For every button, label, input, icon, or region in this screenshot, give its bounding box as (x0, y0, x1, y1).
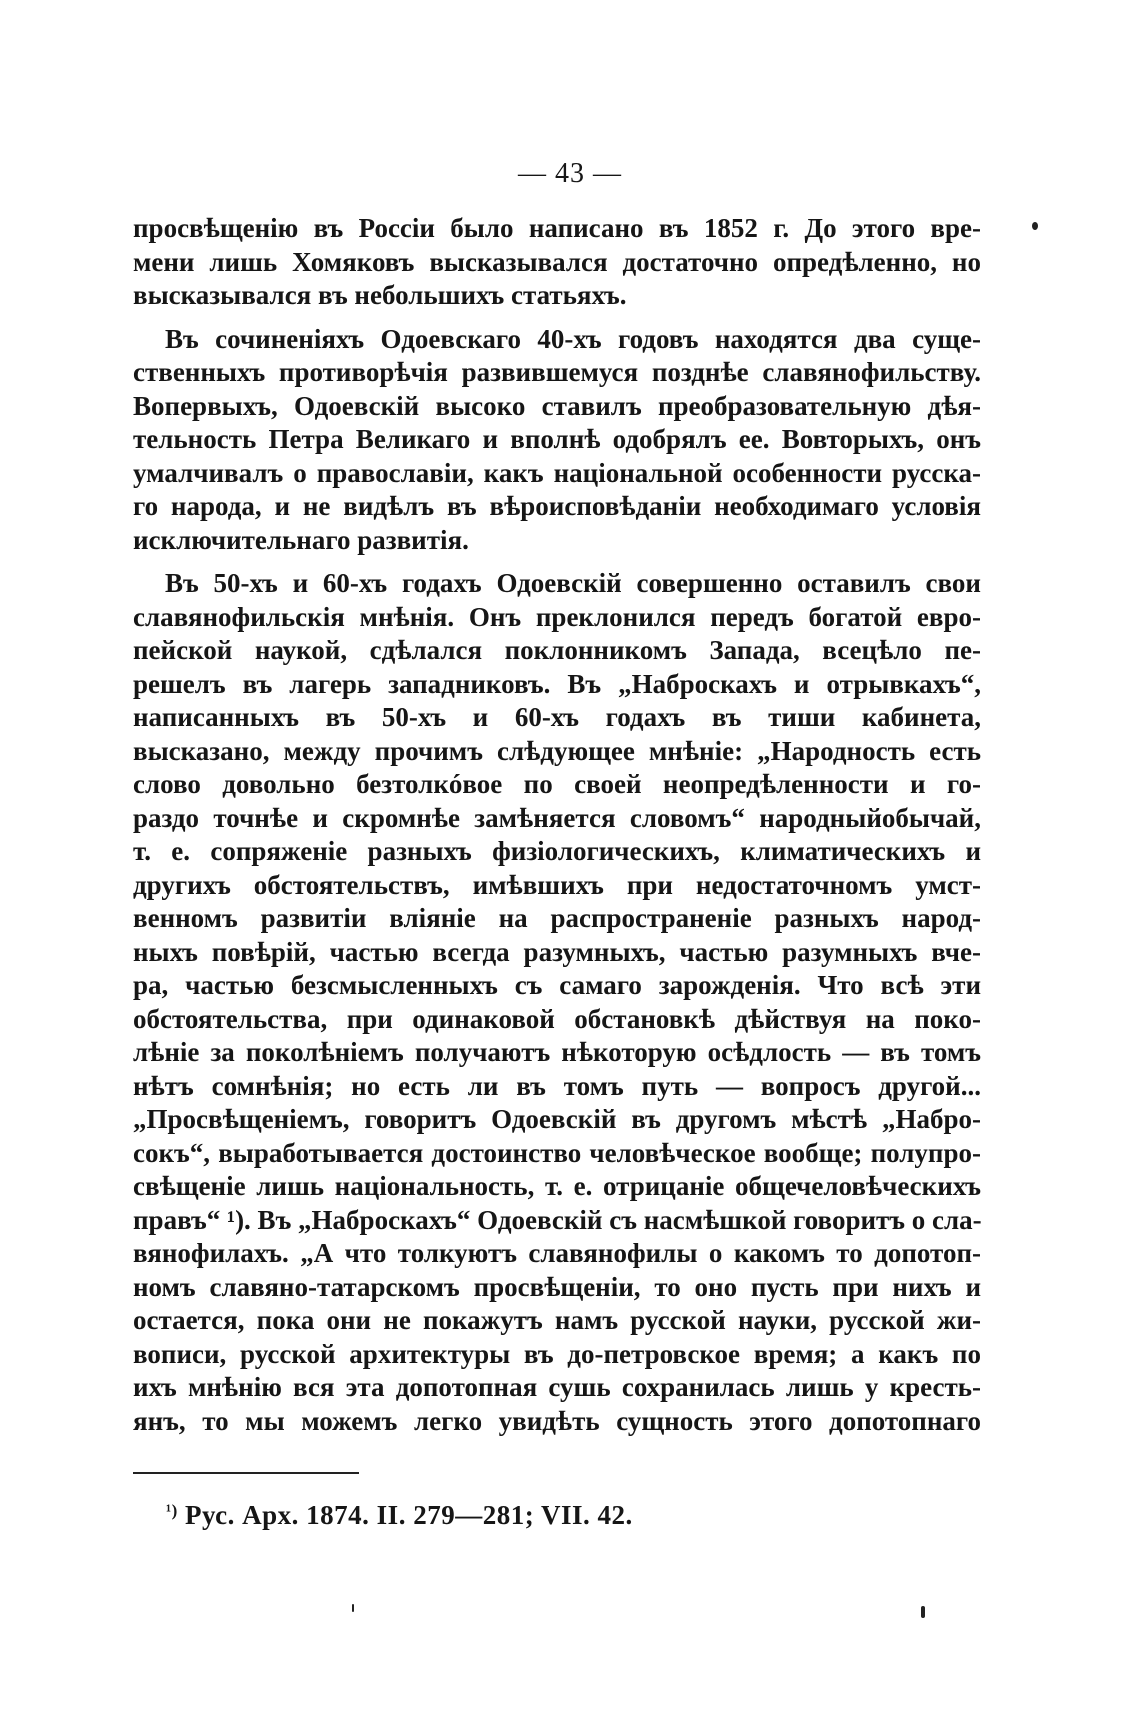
text-line: обстоятельства, при одинаковой обстановкѣ дѣйствуя на поко- (133, 1003, 981, 1034)
text-line: просвѣщенію въ Россіи было написано въ 1852 г. До этого вре- (133, 213, 981, 243)
text-line: свѣщеніе лишь національность, т. е. отрицаніе общечеловѣческихъ (133, 1171, 981, 1201)
footnote (166, 1500, 633, 1531)
page-number: — 43 — (518, 158, 622, 189)
footnote-marker: ¹) (166, 1501, 178, 1520)
text-line: пейской наукой, сдѣлался поклонникомъ Запада, всецѣло пе- (133, 635, 981, 665)
paragraph (133, 212, 981, 313)
text-line: сокъ“, выработывается достоинство человѣческое вообще; полупро- (133, 1137, 981, 1168)
text-line: го народа, и не видѣлъ въ вѣроисповѣданіи необходимаго условія (133, 491, 981, 521)
text-line: тельность Петра Великаго и вполнѣ одобрялъ ее. Вовторыхъ, онъ (133, 424, 981, 454)
text-line: другихъ обстоятельствъ, имѣвшихъ при недостаточномъ умст- (133, 869, 981, 900)
print-speck (1032, 222, 1038, 230)
text-line: решелъ въ лагерь западниковъ. Въ „Наброскахъ и отрывкахъ“, (133, 668, 981, 699)
paragraph (133, 323, 981, 558)
text-line: исключительнаго развитія. (133, 524, 469, 555)
text-line: янъ, то мы можемъ легко увидѣть сущность этого допотопнаго (133, 1405, 981, 1436)
text-line: Въ сочиненіяхъ Одоевскаго 40-хъ годовъ находятся два суще- (165, 323, 981, 354)
text-line: ра, частью безсмысленныхъ съ самаго зарожденія. Что всѣ эти (133, 970, 981, 1000)
print-speck (352, 1604, 354, 1612)
text-line: номъ славяно-татарскомъ просвѣщеніи, то оно пусть при нихъ и (133, 1271, 981, 1302)
text-line: вянофилахъ. „А что толкуютъ славянофилы о какомъ то допотоп- (133, 1238, 981, 1268)
text-line: славянофильскія мнѣнія. Онъ преклонился передъ богатой евро- (133, 601, 981, 632)
paragraph (133, 567, 981, 1438)
text-line: ныхъ повѣрій, частью всегда разумныхъ, частью разумныхъ вче- (133, 936, 981, 967)
text-line: мени лишь Хомяковъ высказывался достаточно опредѣленно, но (133, 246, 981, 277)
text-line: т. е. сопряженіе разныхъ физіологическихъ, климатическихъ и (133, 836, 981, 866)
text-line: написанныхъ въ 50-хъ и 60-хъ годахъ въ тиши кабинета, (133, 702, 981, 732)
text-line: венномъ развитіи вліяніе на распространеніе разныхъ народ- (133, 903, 981, 933)
text-line: нѣтъ сомнѣнія; но есть ли въ томъ путь — вопросъ другой... (133, 1070, 981, 1101)
print-speck (921, 1606, 925, 1618)
text-line: Вопервыхъ, Одоевскій высоко ставилъ преобразовательную дѣя- (133, 390, 981, 421)
footnote-rule (133, 1472, 359, 1474)
text-line: вописи, русской архитектуры въ до-петровское время; а какъ по (133, 1338, 981, 1369)
text-line: Въ 50-хъ и 60-хъ годахъ Одоевскій совершенно оставилъ свои (165, 568, 981, 598)
text-line: высказывался въ небольшихъ статьяхъ. (133, 280, 627, 310)
footnote-text: Рус. Арх. 1874. II. 279—281; VII. 42. (185, 1500, 633, 1530)
text-line: раздо точнѣе и скромнѣе замѣняется словомъ“ народныйобычай, (133, 802, 981, 833)
text-line: правъ“ ¹). Въ „Наброскахъ“ Одоевскій съ насмѣшкой говоритъ о сла- (133, 1204, 982, 1235)
text-line: лѣніе за поколѣніемъ получаютъ нѣкоторую осѣдлость — въ томъ (133, 1037, 981, 1067)
text-line: умалчивалъ о православіи, какъ національной особенности русска- (133, 457, 981, 488)
text-line: слово довольно безтолкóвое по своей неопредѣленности и го- (133, 769, 981, 799)
body-text (133, 212, 981, 1448)
text-line: „Просвѣщеніемъ, говоритъ Одоевскій въ другомъ мѣстѣ „Набро- (133, 1104, 981, 1134)
text-line: высказано, между прочимъ слѣдующее мнѣніе: „Народность есть (133, 735, 981, 766)
text-line: ихъ мнѣнію вся эта допотопная сушь сохранилась лишь у кресть- (133, 1372, 981, 1402)
text-line: ственныхъ противорѣчія развившемуся позднѣе славянофильству. (133, 357, 981, 387)
text-line: остается, пока они не покажутъ намъ русской науки, русской жи- (133, 1305, 981, 1335)
